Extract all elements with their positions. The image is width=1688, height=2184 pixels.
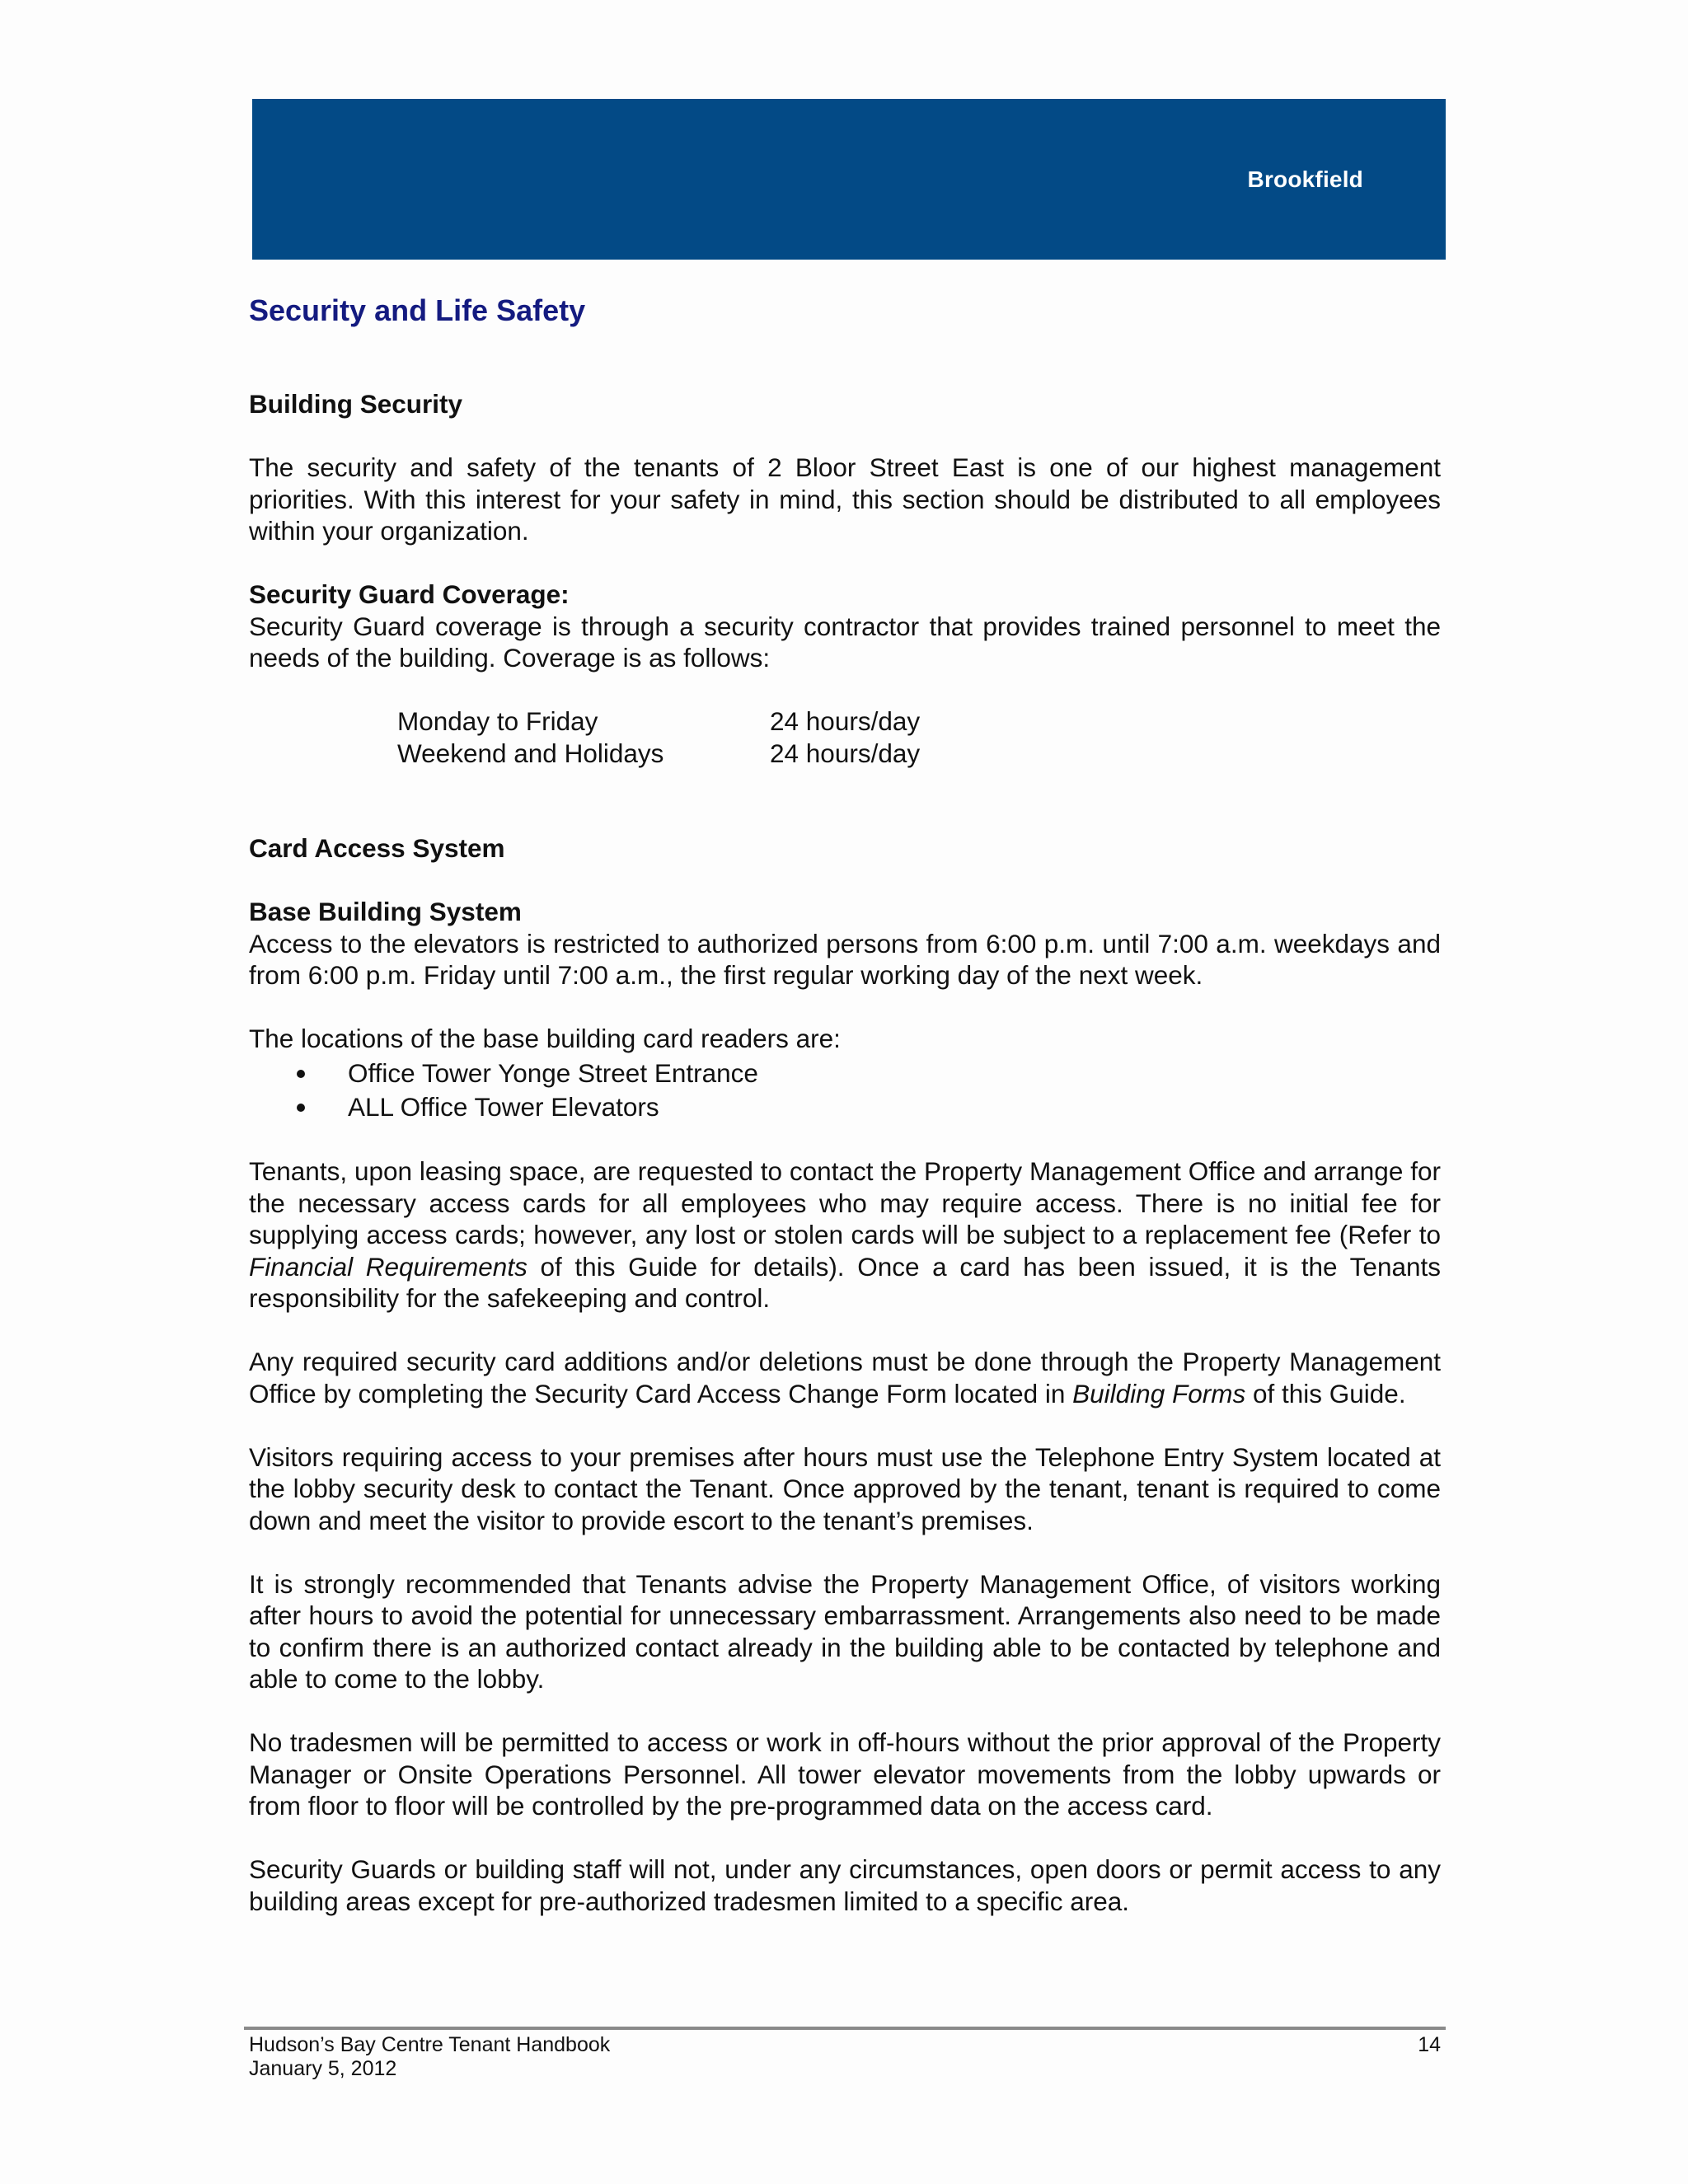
page-title: Security and Life Safety	[249, 293, 586, 327]
bullet-icon	[297, 1104, 305, 1112]
card-changes-text: Any required security card additions and/or deletions must be done through the Property Management Office by completing the Security Card Access Change Form located in Building Forms of this Guide.	[249, 1347, 1441, 1408]
schedule-days: Weekend and Holidays	[397, 738, 664, 768]
footer-date: January 5, 2012	[249, 2057, 397, 2080]
schedule-days: Monday to Friday	[397, 706, 598, 736]
page-footer	[249, 2033, 1441, 2081]
financial-requirements-ref: Financial Requirements	[249, 1251, 528, 1282]
visitors-text: Visitors requiring access to your premises after hours must use the Telephone Entry System located at the lobby security desk to contact the Tenant. Once approved by the tenant, tenant is required to come down and meet the visitor to provide escort to the tenant’s premises.	[249, 1441, 1441, 1535]
card-access-heading: Card Access System	[249, 833, 505, 863]
card-reader-list	[249, 1057, 1441, 1124]
brand-logo: Brookfield	[1247, 166, 1363, 192]
building-forms-ref: Building Forms	[1072, 1378, 1246, 1408]
building-security-intro: The security and safety of the tenants of 2 Bloor Street East is one of our highest management priorities. With this interest for your safety in mind, this section should be distributed to all employees within your organization.	[249, 452, 1441, 546]
footer-handbook-title: Hudson’s Bay Centre Tenant Handbook	[249, 2033, 611, 2056]
guards-text: Security Guards or building staff will not, under any circumstances, open doors or permit access to any building areas except for pre-authorized tradesmen limited to a specific area.	[249, 1854, 1441, 1916]
guard-coverage-heading: Security Guard Coverage:	[249, 579, 570, 609]
building-security-heading: Building Security	[249, 389, 463, 419]
bullet-icon	[297, 1070, 305, 1078]
schedule-hours: 24 hours/day	[770, 738, 921, 768]
schedule-row	[397, 705, 1441, 738]
guard-coverage-text: Security Guard coverage is through a security contractor that provides trained personnel to meet the needs of the building. Coverage is as follows:	[249, 611, 1441, 673]
schedule-row	[397, 738, 1441, 770]
page-number: 14	[1418, 2033, 1441, 2056]
coverage-schedule	[397, 705, 1441, 769]
elevator-access-text: Access to the elevators is restricted to authorized persons from 6:00 p.m. until 7:00 a.m. weekdays and from 6:00 p.m. Friday until 7:00 a.m., the first regular working day of the next week.	[249, 928, 1441, 990]
tenants-access-cards-text: Tenants, upon leasing space, are requested to contact the Property Management Office and arrange for the necessary access cards for all employees who may require access. There is no initial fee for supplying access cards; however, any lost or stolen cards will be subject to a replacement fee (Refer to Financial Requirements of this Guide for details). Once a card has been issued, it is the Tenants responsibility for the safekeeping and control.	[249, 1156, 1442, 1313]
page-content	[249, 293, 1441, 1949]
readers-intro: The locations of the base building card readers are:	[249, 1024, 841, 1053]
list-item: ALL Office Tower Elevators	[249, 1090, 1441, 1124]
tradesmen-text: No tradesmen will be permitted to access or work in off-hours without the prior approval of the Property Manager or Onsite Operations Personnel. All tower elevator movements from the lobby upwards or from floor to floor will be controlled by the pre-programmed data on the access card.	[249, 1727, 1441, 1821]
header-banner	[252, 99, 1446, 260]
schedule-hours: 24 hours/day	[770, 706, 921, 736]
advise-visitors-text: It is strongly recommended that Tenants advise the Property Management Office, of visitors working after hours to avoid the potential for unnecessary embarrassment. Arrangements also need to be made to confirm there is an authorized contact already in the building able to be contacted by telephone and able to come to the lobby.	[249, 1568, 1441, 1694]
base-building-heading: Base Building System	[249, 897, 522, 926]
footer-divider	[244, 2027, 1446, 2030]
list-item: Office Tower Yonge Street Entrance	[249, 1057, 1441, 1090]
